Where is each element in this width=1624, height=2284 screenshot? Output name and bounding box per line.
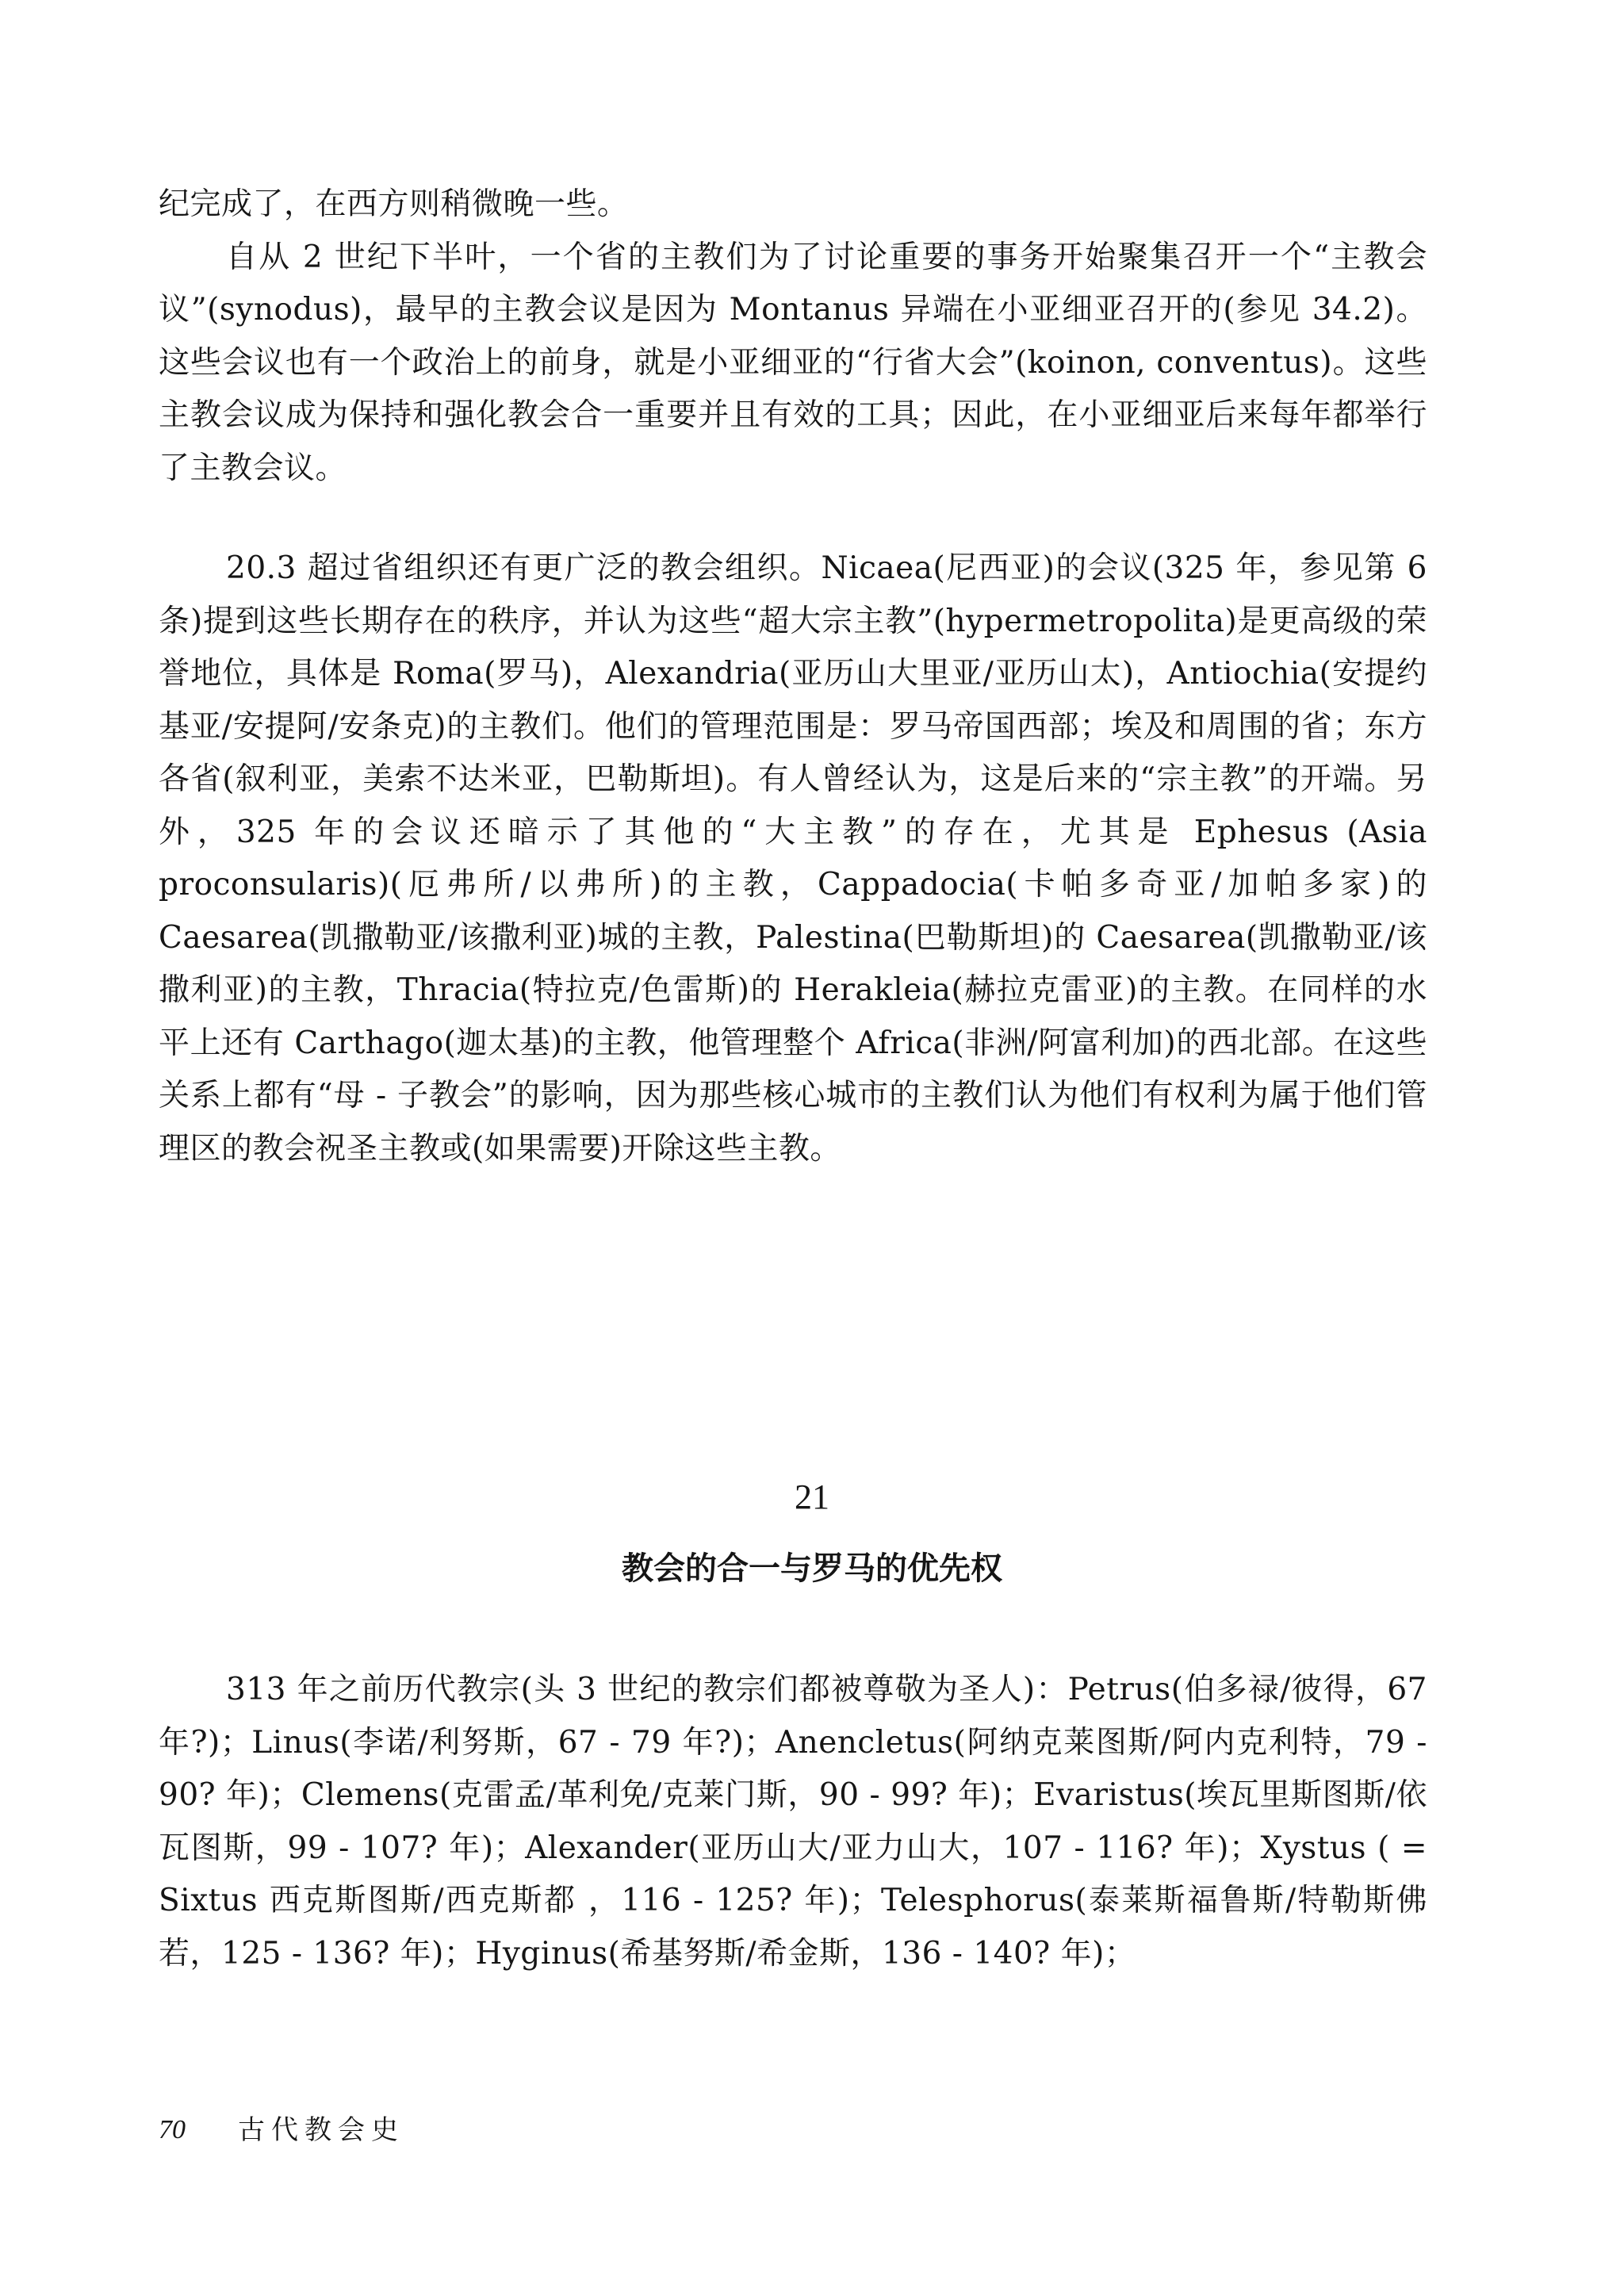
paragraph-continuation: 纪完成了，在西方则稍微晚一些。 (159, 186, 629, 222)
page-number: 70 (159, 2115, 186, 2144)
running-footer-book-title: 古代教会史 (238, 2114, 404, 2146)
paragraph-section-20-3: 20.3 超过省组织还有更广泛的教会组织。Nicaea(尼西亚)的会议(325 年，参见第 6 条)提到这些长期存在的秩序，并认为这些“超大宗主教”(hypermetropolita)是更高级的荣誉地位，具体是 Roma(罗马)，Alexandria(亚历山大里亚/亚历山太)，Antiochia(安提约基亚/安提阿/安条克)的主教们。他们的管理范围是：罗马帝国西部；埃及和周围的省；东方各省(叙利亚，美索不达米亚，巴勒斯坦)。有人曾经认为，这是后来的“宗主教”的开端。另外，325 年的会议还暗示了其他的“大主教”的存在，尤其是 Ephesus (Asia proconsularis)(厄弗所/以弗所)的主教，Cappadocia(卡帕多奇亚/加帕多家)的 Caesarea(凯撒勒亚/该撒利亚)城的主教，Palestina(巴勒斯坦)的 Caesarea(凯撒勒亚/该撒利亚)的主教，Thracia(特拉克/色雷斯)的 Herakleia(赫拉克雷亚)的主教。在同样的水平上还有 Carthago(迦太基)的主教，他管理整个 Africa(非洲/阿富利加)的西北部。在这些关系上都有“母 - 子教会”的影响，因为那些核心城市的主教们认为他们有权利为属于他们管理区的教会祝圣主教或(如果需要)开除这些主教。 (159, 550, 1427, 1167)
text-block-upper (159, 178, 1427, 495)
text-block-popes-list (159, 1664, 1427, 1980)
chapter-number: 21 (795, 1477, 829, 1516)
chapter-title: 教会的合一与罗马的优先权 (622, 1550, 1002, 1587)
paragraph-synodus: 自从 2 世纪下半叶，一个省的主教们为了讨论重要的事务开始聚集召开一个“主教会议”(synodus)，最早的主教会议是因为 Montanus 异端在小亚细亚召开的(参见 34.2)。这些会议也有一个政治上的前身，就是小亚细亚的“行省大会”(koinon, conventus)。这些主教会议成为保持和强化教会合一重要并且有效的工具；因此，在小亚细亚后来每年都举行了主教会议。 (159, 239, 1427, 486)
text-block-section-20-3 (159, 542, 1427, 1175)
paragraph-popes-before-313: 313 年之前历代教宗(头 3 世纪的教宗们都被尊敬为圣人)：Petrus(伯多禄/彼得，67 年?)；Linus(李诺/利努斯，67 - 79 年?)；Anencletus(阿纳克莱图斯/阿内克利特，79 - 90? 年)；Clemens(克雷孟/革利免/克莱门斯，90 - 99? 年)；Evaristus(埃瓦里斯图斯/依瓦图斯，99 - 107? 年)；Alexander(亚历山大/亚力山大，107 - 116? 年)；Xystus ( = Sixtus 西克斯图斯/西克斯都 ，116 - 125? 年)；Telesphorus(泰莱斯福鲁斯/特勒斯佛若，125 - 136? 年)；Hyginus(希基努斯/希金斯，136 - 140? 年)； (159, 1672, 1427, 1972)
